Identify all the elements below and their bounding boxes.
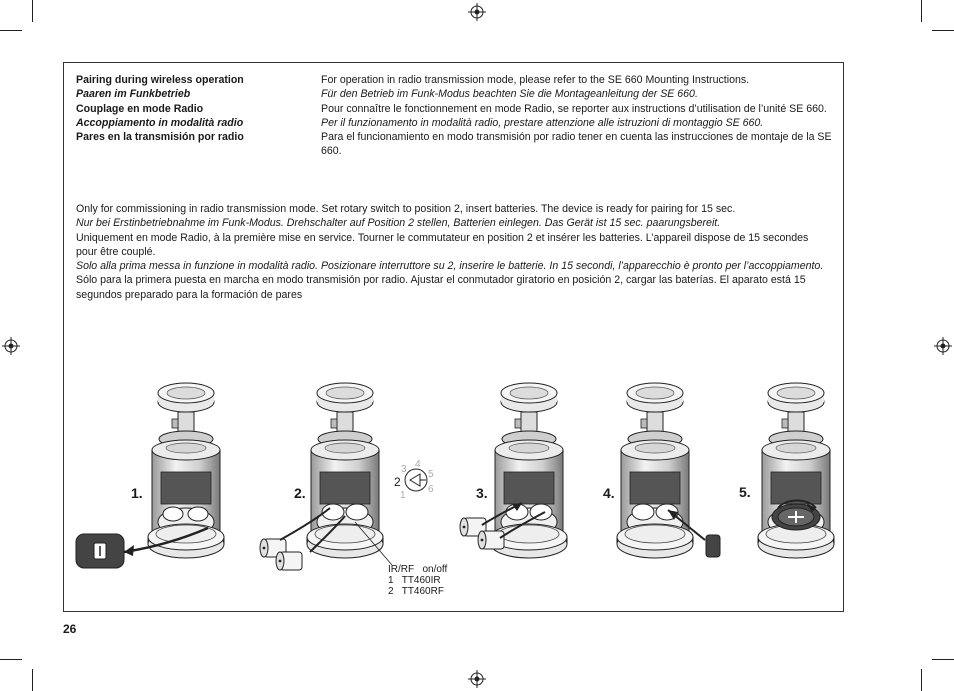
commissioning-fr: Uniquement en mode Radio, à la première mise en service. Tourner le commutateur en position 2 et insérer les batteries. L’appareil dispose de 15 secondes pour être couplé. xyxy=(76,231,809,258)
device-step-4 xyxy=(617,383,720,558)
step-label-3: 3. xyxy=(476,485,488,501)
step-label-4: 4. xyxy=(603,485,615,501)
commissioning-de: Nur bei Erstinbetriebnahme im Funk-Modus. Drehschalter auf Position 2 stellen, Batterien einlegen. Das Gerät ist 15 sec. paarungsbereit. xyxy=(76,217,721,230)
step-label-5: 5. xyxy=(739,484,751,500)
switch-position-6: 6 xyxy=(428,484,434,495)
title-de: Paaren im Funkbetrieb xyxy=(76,88,191,101)
description-es: Para el funcionamiento en modo transmisión por radio tener en cuenta las instrucciones de montaje de la SE 660. xyxy=(321,131,832,158)
title-it: Accoppiamento in modalità radio xyxy=(76,116,244,129)
switch-position-3: 3 xyxy=(401,464,407,475)
page-number: 26 xyxy=(63,622,77,636)
description-it: Per il funzionamento in modalità radio, prestare attenzione alle istruzioni di montaggio SE 660. xyxy=(321,116,764,129)
description-de: Für den Betrieb im Funk-Modus beachten Sie die Montageanleitung der SE 660. xyxy=(321,88,698,101)
device-step-1 xyxy=(76,383,224,568)
switch-position-4: 4 xyxy=(415,459,421,470)
description-fr: Pour connaître le fonctionnement en mode Radio, se reporter aux instructions d’utilisation de l’unité SE 660. xyxy=(321,102,827,115)
title-fr: Couplage en mode Radio xyxy=(76,102,204,115)
commissioning-es: Sólo para la primera puesta en marcha en modo transmisión por radio. Ajustar el conmutador giratorio en posición 2, cargar las baterías. El aparato está 15 segundos preparado para la formación de pares xyxy=(76,274,806,301)
commissioning-it: Solo alla prima messa in funzione in modalità radio. Posizionare interruttore su 2, inserire le batterie. In 15 secondi, l’apparecchio è pronto per l’accoppiamento. xyxy=(76,260,824,273)
description-en: For operation in radio transmission mode, please refer to the SE 660 Mounting Instructions. xyxy=(321,74,750,86)
device-step-5 xyxy=(758,383,834,558)
device-step-2 xyxy=(260,383,427,570)
title-es: Pares en la transmisión por radio xyxy=(76,131,244,144)
legend-row-2: 2 TT460RF xyxy=(388,586,444,597)
switch-position-5: 5 xyxy=(428,469,434,480)
commissioning-en: Only for commissioning in radio transmission mode. Set rotary switch to position 2, insert batteries. The device is ready for pairing for 15 sec. xyxy=(76,203,736,215)
step-label-1: 1. xyxy=(131,485,143,501)
switch-position-selected: 2 xyxy=(394,475,401,489)
title-en: Pairing during wireless operation xyxy=(76,74,244,86)
legend-row-1: 1 TT460IR xyxy=(388,575,441,586)
legend-header: IR/RF on/off xyxy=(388,564,448,575)
step-label-2: 2. xyxy=(294,485,306,501)
device-step-3 xyxy=(460,383,567,558)
switch-position-1: 1 xyxy=(400,490,406,501)
